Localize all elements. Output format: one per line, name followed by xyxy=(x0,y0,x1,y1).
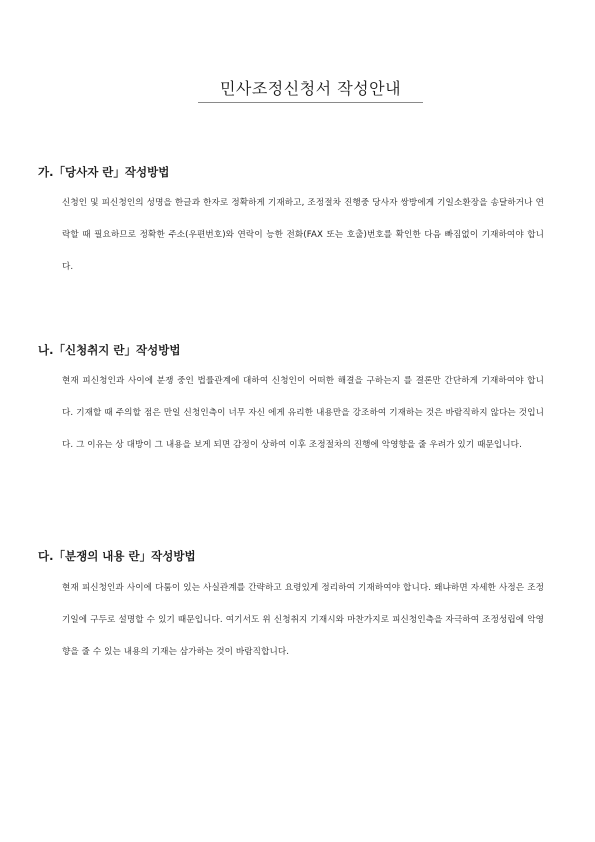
section-heading-dispute-details: 다.「분쟁의 내용 란」작성방법 xyxy=(38,549,196,563)
title-underline xyxy=(198,102,423,103)
section-heading-parties: 가.「당사자 란」작성방법 xyxy=(38,165,170,179)
section-body-dispute-details: 현재 피신청인과 사이에 다툼이 있는 사실관계를 간략하고 요령있게 정리하여 기재하여야 합니다. 왜냐하면 자세한 사정은 조정기일에 구두로 설명할 수 있기 때문입니다. 여기서도 위 신청취지 기재시와 마찬가지로 피신청인측을 자극하여 조정성립에 악영향을 줄 수 있는 내용의 기재는 삼가하는 것이 바람직합니다. xyxy=(62,583,544,657)
document-title: 민사조정신청서 작성안내 xyxy=(219,79,402,98)
section-body-parties: 신청인 및 피신청인의 성명을 한글과 한자로 정확하게 기재하고, 조정절차 진행중 당사자 쌍방에게 기일소환장을 송달하거나 연락할 때 필요하므로 정확한 주소(우편번호)와 연락이 능한 전화(FAX 또는 호출)번호를 확인한 다음 빠짐없이 기재하여야 합니다. xyxy=(62,198,544,272)
section-body-claim-purpose: 현재 피신청인과 사이에 분쟁 중인 법률관계에 대하여 신청인이 어떠한 해결을 구하는지 를 결론만 간단하게 기재하여야 합니다. 기재할 때 주의할 점은 만일 신청인측이 너무 자신 에게 유리한 내용만을 강조하여 기재하는 것은 바람직하지 않다는 것입니다. 그 이유는 상 대방이 그 내용을 보게 되면 감정이 상하여 이후 조정절차의 진행에 악영향을 줄 우려가 있기 때문입니다. xyxy=(62,376,544,450)
section-heading-claim-purpose: 나.「신청취지 란」작성방법 xyxy=(38,343,181,357)
